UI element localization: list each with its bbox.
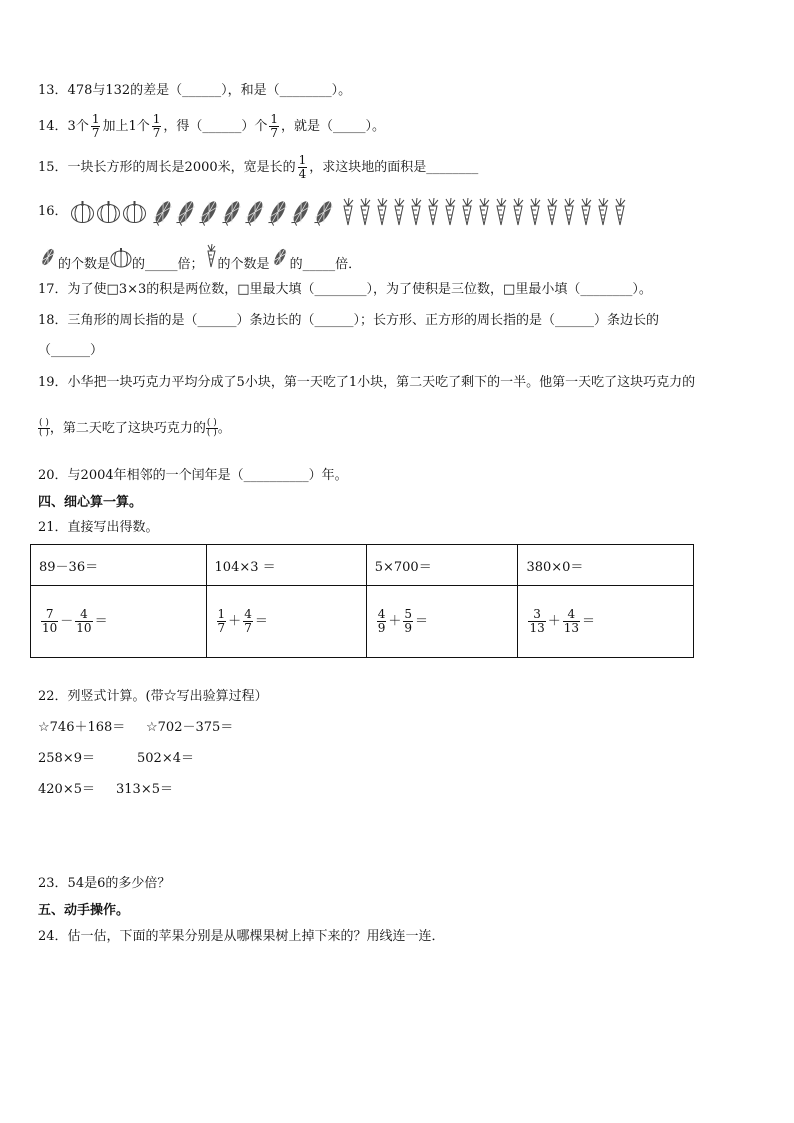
carrot-icon (595, 198, 611, 230)
carrot-icon (408, 198, 424, 230)
q22-item-4: 502×4＝ (137, 751, 194, 766)
table-row (31, 586, 694, 658)
corn-icon (38, 246, 58, 275)
question-18-line1: 18．三角形的周长指的是（______）条边长的（______）；长方形、正方形的周长指的是（______）条边长的 (38, 313, 660, 328)
table-cell: 104×3 ＝ (206, 545, 366, 586)
carrot-icon (374, 198, 390, 230)
q14-text-3: ，得（______）个 (163, 119, 268, 134)
question-19-line2: ( ) ( ) ，第二天吃了这块巧克力的 ( ) ( ) 。 (39, 418, 231, 438)
table-row (31, 545, 694, 586)
q22-item-3: 258×9＝ (38, 751, 95, 766)
corn-icon (221, 198, 243, 230)
corn-icon (267, 198, 289, 230)
question-16-number: 16． (38, 204, 68, 219)
corn-icon (313, 198, 335, 230)
q14-text-2: 加上1个 (102, 119, 150, 134)
q15-text-2: ，求这块地的面积是________ (309, 160, 479, 175)
pumpkin-icon (96, 200, 121, 228)
carrot-icon (527, 198, 543, 230)
corn-icon (290, 198, 312, 230)
carrot-icon (544, 198, 560, 230)
fraction-one-seventh: $\frac{1}{7}$ (152, 112, 161, 140)
carrot-icon (476, 198, 492, 230)
table-cell: 5×700＝ (366, 545, 518, 586)
question-18-line2: （______） (38, 343, 104, 358)
carrot-icon (459, 198, 475, 230)
carrot-icon (340, 198, 356, 230)
pumpkin-icon (70, 200, 95, 228)
corn-icon (270, 246, 290, 275)
question-15 (38, 153, 478, 183)
table-cell: $\frac{3}{13}$ ＋ $\frac{4}{13}$ ＝ (518, 586, 694, 658)
corn-icon (244, 198, 266, 230)
q22-item-1: ☆746＋168＝ (38, 720, 126, 735)
q22-item-5: 420×5＝ (38, 782, 95, 797)
fraction-one-seventh: $\frac{1}{7}$ (91, 112, 100, 140)
carrot-icon (612, 198, 628, 230)
question-17: 17．为了使□3×3的积是两位数，□里最大填（________），为了使积是三位数，□里最小填（________）。 (38, 282, 652, 297)
question-22: 22．列竖式计算。(带☆写出验算过程） (38, 689, 268, 704)
pumpkin-icon (110, 248, 132, 275)
fraction-one-seventh: $\frac{1}{7}$ (270, 112, 279, 140)
fraction-one-quarter: $\frac{1}{4}$ (298, 153, 307, 181)
q15-text-1: 15．一块长方形的周长是2000米，宽是长的 (38, 160, 296, 175)
question-13: 13．478与132的差是（______），和是（________）。 (38, 83, 352, 98)
carrot-icon (493, 198, 509, 230)
corn-icon (152, 198, 174, 230)
carrot-icon (204, 244, 218, 275)
question-16-line2: 的个数是 的_____倍； 的个数是 的_____倍． (38, 244, 361, 275)
corn-icon (175, 198, 197, 230)
table-cell: $\frac{7}{10}$ － $\frac{4}{10}$ ＝ (31, 586, 207, 658)
carrot-icon (442, 198, 458, 230)
carrot-icon (561, 198, 577, 230)
q22-item-6: 313×5＝ (116, 782, 173, 797)
table-cell: $\frac{1}{7}$ ＋ $\frac{4}{7}$ ＝ (206, 586, 366, 658)
q14-text-4: ，就是（_____）。 (281, 119, 386, 134)
q22-item-2: ☆702－375＝ (146, 720, 234, 735)
question-14 (38, 112, 385, 142)
table-cell: 380×0＝ (518, 545, 694, 586)
question-20: 20．与2004年相邻的一个闰年是（__________）年。 (38, 468, 348, 483)
carrot-icon (391, 198, 407, 230)
question-19-line1: 19．小华把一块巧克力平均分成了5小块，第一天吃了1小块，第二天吃了剩下的一半。他第一天吃了这块巧克力的 (38, 375, 696, 390)
section-5-heading: 五、动手操作。 (38, 903, 130, 918)
table-cell: $\frac{4}{9}$ ＋ $\frac{5}{9}$ ＝ (366, 586, 518, 658)
section-4-heading: 四、细心算一算。 (38, 495, 143, 510)
table-cell: 89－36＝ (31, 545, 207, 586)
blank-fraction: ( ) ( ) (206, 418, 217, 438)
carrot-icon (357, 198, 373, 230)
blank-fraction: ( ) ( ) (39, 418, 49, 438)
carrot-icon (510, 198, 526, 230)
pumpkin-icon (122, 200, 147, 228)
corn-icon (198, 198, 220, 230)
question-24: 24．估一估，下面的苹果分别是从哪棵果树上掉下来的？用线连一连． (38, 929, 445, 944)
produce-icon-row (70, 198, 629, 230)
carrot-icon (578, 198, 594, 230)
calculation-table (30, 544, 694, 658)
question-21: 21．直接写出得数。 (38, 520, 159, 535)
q14-text-1: 14．3个 (38, 119, 89, 134)
question-23: 23．54是6的多少倍？ (38, 876, 171, 891)
carrot-icon (425, 198, 441, 230)
